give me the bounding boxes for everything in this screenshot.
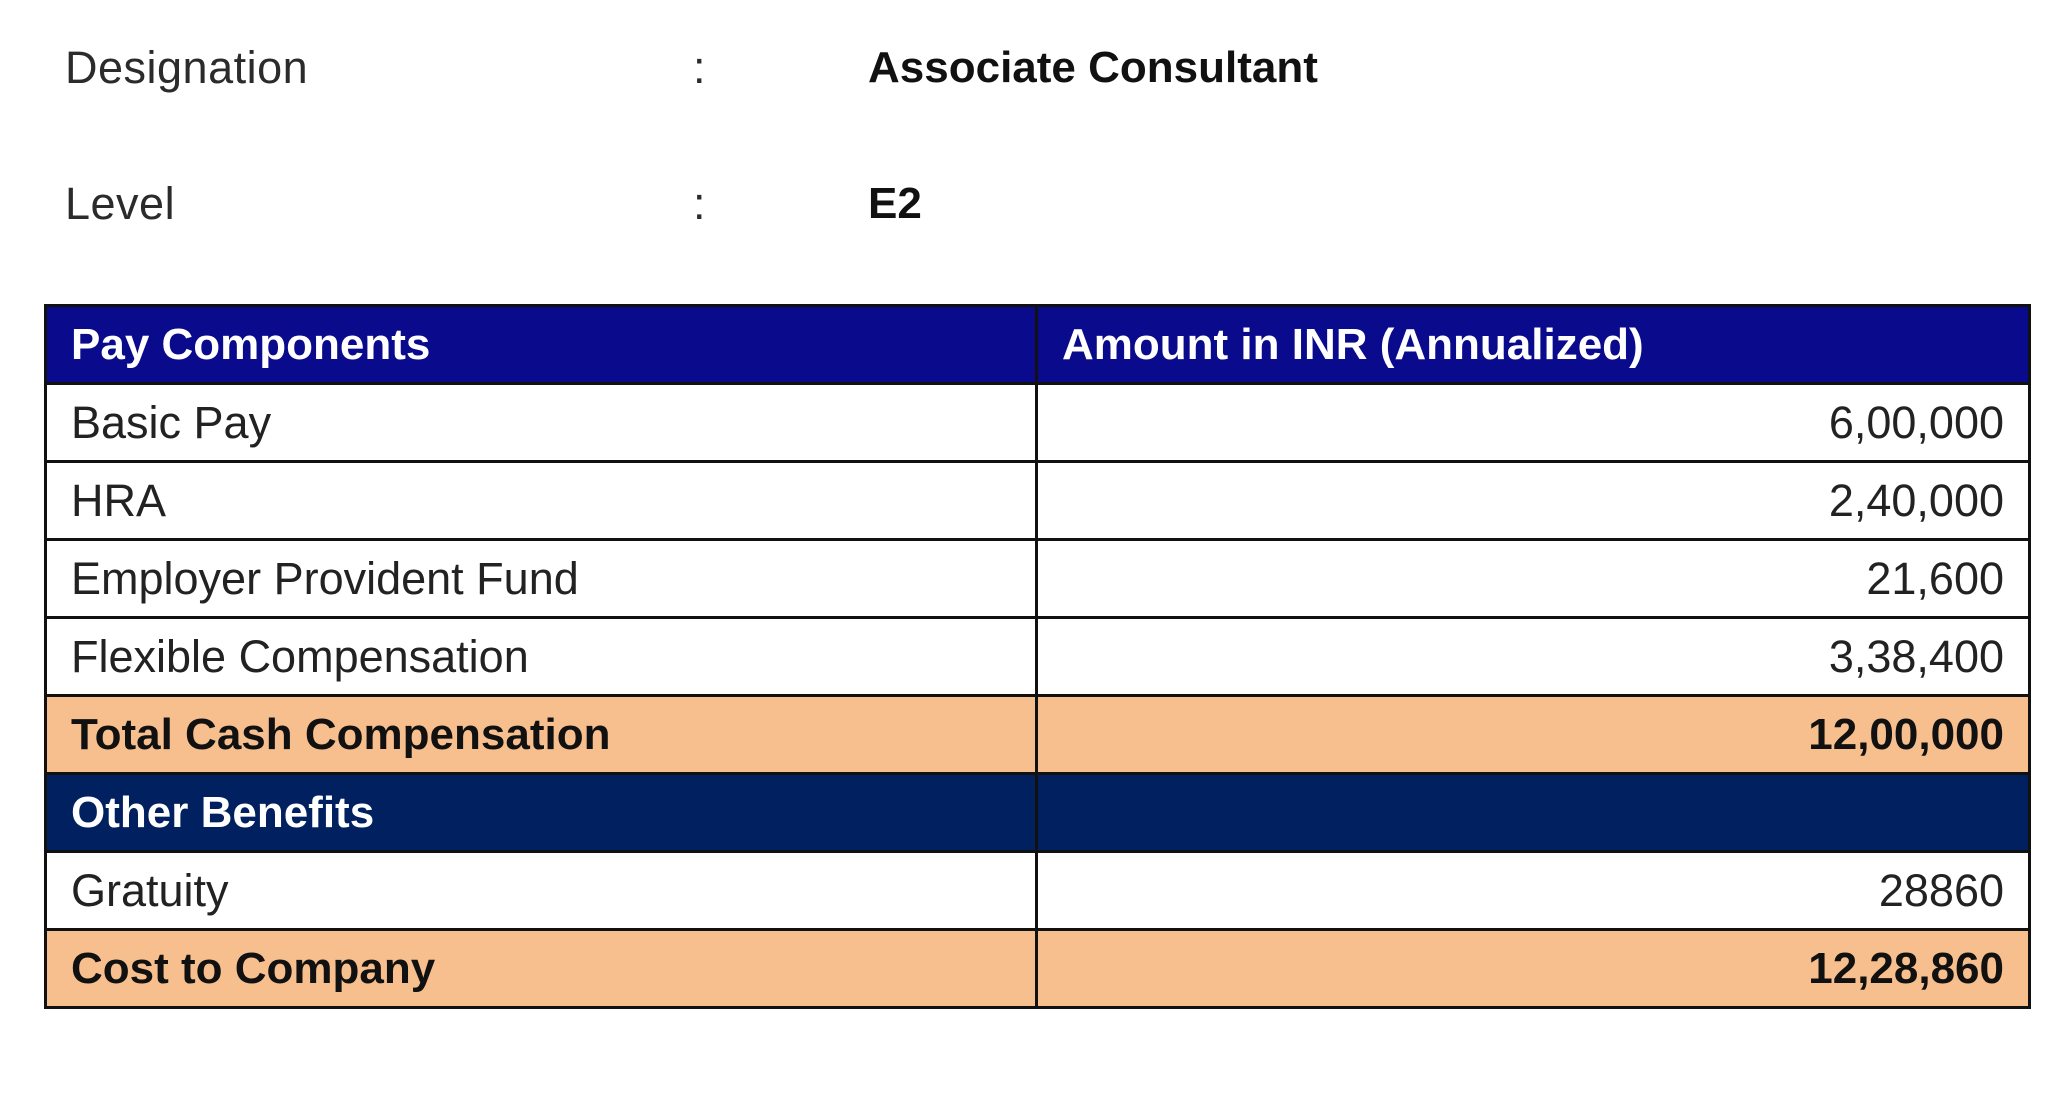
table-row (46, 384, 2030, 462)
amount-basic-pay: 6,00,000 (1037, 384, 2030, 462)
pay-components-table (44, 304, 2031, 1009)
table-row (46, 462, 2030, 540)
table-row (46, 540, 2030, 618)
amount-hra: 2,40,000 (1037, 462, 2030, 540)
other-benefits-label: Other Benefits (46, 774, 1037, 852)
level-label: Level (65, 178, 176, 229)
total-cash-compensation-label: Total Cash Compensation (46, 696, 1037, 774)
component-employer-provident-fund: Employer Provident Fund (46, 540, 1037, 618)
total-cash-compensation-amount: 12,00,000 (1037, 696, 2030, 774)
designation-value: Associate Consultant (868, 43, 1318, 92)
other-benefits-amount (1037, 774, 2030, 852)
amount-flexible-compensation: 3,38,400 (1037, 618, 2030, 696)
designation-separator: : (693, 42, 706, 93)
cost-to-company-label: Cost to Company (46, 930, 1037, 1008)
header-pay-components: Pay Components (46, 306, 1037, 384)
table-header-row (46, 306, 2030, 384)
table-row (46, 618, 2030, 696)
level-row (0, 164, 2048, 244)
amount-employer-provident-fund: 21,600 (1037, 540, 2030, 618)
level-value: E2 (868, 179, 922, 228)
amount-gratuity: 28860 (1037, 852, 2030, 930)
table-row (46, 852, 2030, 930)
component-basic-pay: Basic Pay (46, 384, 1037, 462)
component-hra: HRA (46, 462, 1037, 540)
total-cash-compensation-row (46, 696, 2030, 774)
header-amount: Amount in INR (Annualized) (1037, 306, 2030, 384)
component-flexible-compensation: Flexible Compensation (46, 618, 1037, 696)
level-separator: : (693, 178, 706, 229)
cost-to-company-row (46, 930, 2030, 1008)
cost-to-company-amount: 12,28,860 (1037, 930, 2030, 1008)
designation-label: Designation (65, 42, 309, 93)
component-gratuity: Gratuity (46, 852, 1037, 930)
designation-row (0, 28, 2048, 108)
other-benefits-row (46, 774, 2030, 852)
